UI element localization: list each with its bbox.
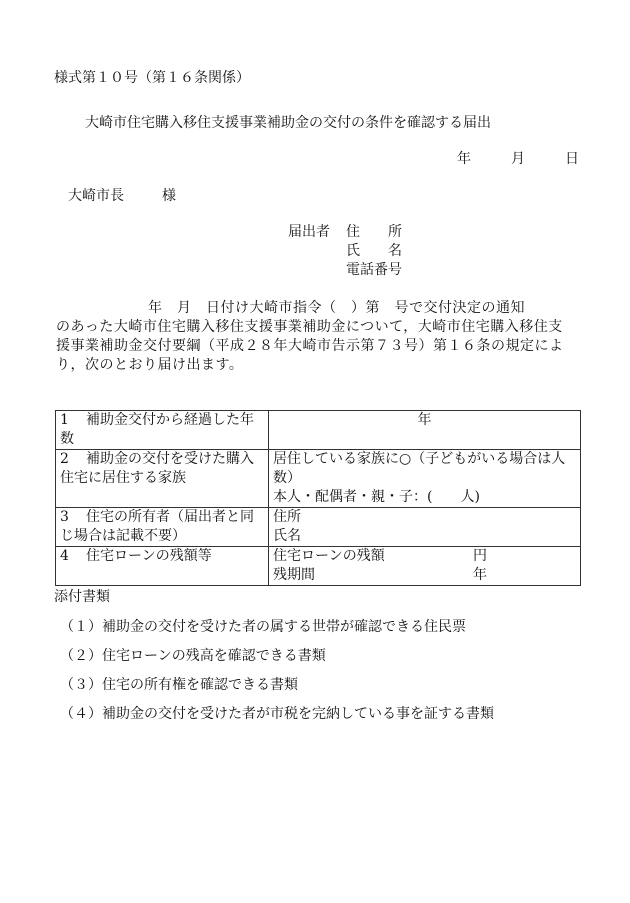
row-number: 2 (60, 451, 69, 467)
date-line (457, 150, 579, 168)
row-value-unit: 年 (473, 567, 487, 583)
date-month-label: 月 (511, 151, 525, 167)
body-paragraph-line1: 年 月 日付け大崎市指令（ ）第 号で交付決定の通知 (148, 300, 525, 316)
table-row (56, 450, 581, 508)
row-value-text: 残期間 (273, 567, 315, 583)
form-number: 様式第１０号（第１６条関係） (54, 70, 250, 86)
applicant-row-phone (288, 261, 416, 280)
body-paragraph-rest: のあった大崎市住宅購入移住支援事業補助金について，大崎市住宅購入移住支援事業補助金交付要綱（平成２８年大崎市告示第７３号）第１６条の規定により，次のとおり届け出ます。 (56, 319, 564, 373)
addressee-name: 大崎市長 (68, 188, 124, 204)
attachments-list (60, 618, 494, 734)
applicant-field-address: 住 所 (346, 224, 402, 240)
applicant-label: 届出者 (288, 224, 330, 240)
row-number: 3 (60, 509, 69, 525)
table-row-label (56, 547, 269, 586)
date-day-label: 日 (565, 151, 579, 167)
row-value-line: 居住している家族に○（子どもがいる場合は人数） (273, 451, 566, 486)
row-label-text: 住宅の所有者（届出者と同じ場合は記載不要） (60, 509, 254, 544)
table-row (56, 508, 581, 547)
addressee-honorific: 様 (162, 188, 176, 204)
table-row-value (269, 450, 581, 508)
row-value-line: 氏名 (273, 528, 301, 544)
addressee (68, 187, 176, 205)
table-row-label (56, 450, 269, 508)
row-value-line (273, 547, 576, 566)
row-value-line: 本人・配偶者・親・子：( 人) (273, 489, 480, 505)
list-item: （４）補助金の交付を受けた者が市税を完納している事を証する書類 (60, 706, 494, 722)
applicant-row-address (288, 223, 416, 242)
row-label-text: 住宅ローンの残額等 (86, 548, 212, 564)
row-number: 1 (60, 412, 69, 428)
table-row (56, 547, 581, 586)
table-row (56, 411, 581, 450)
applicant-field-name: 氏 名 (346, 243, 402, 259)
document-title: 大崎市住宅購入移住支援事業補助金の交付の条件を確認する届出 (85, 115, 491, 131)
row-value-line: 年 (417, 412, 432, 428)
list-item: （１）補助金の交付を受けた者の属する世帯が確認できる住民票 (60, 619, 466, 635)
table-row-label (56, 508, 269, 547)
applicant-block (288, 223, 416, 280)
row-value-line (273, 566, 576, 585)
table-row-value (269, 547, 581, 586)
applicant-row-name (288, 242, 416, 261)
date-year-label: 年 (457, 151, 471, 167)
row-value-text: 住宅ローンの残額 (273, 548, 385, 564)
row-value-line: 住所 (273, 509, 301, 525)
row-number: 4 (60, 548, 69, 564)
row-label-text: 補助金交付から経過した年数 (60, 412, 254, 447)
list-item: （３）住宅の所有権を確認できる書類 (60, 677, 298, 693)
table-row-value (269, 508, 581, 547)
table-row-label (56, 411, 269, 450)
row-value-unit: 円 (473, 548, 487, 564)
list-item: （２）住宅ローンの残高を確認できる書類 (60, 648, 326, 664)
attachments-heading: 添付書類 (54, 589, 110, 605)
info-table (55, 410, 581, 586)
body-paragraph (56, 299, 576, 375)
table-row-value (269, 411, 581, 450)
row-label-text: 補助金の交付を受けた購入住宅に居住する家族 (60, 451, 254, 486)
applicant-field-phone: 電話番号 (346, 262, 402, 278)
